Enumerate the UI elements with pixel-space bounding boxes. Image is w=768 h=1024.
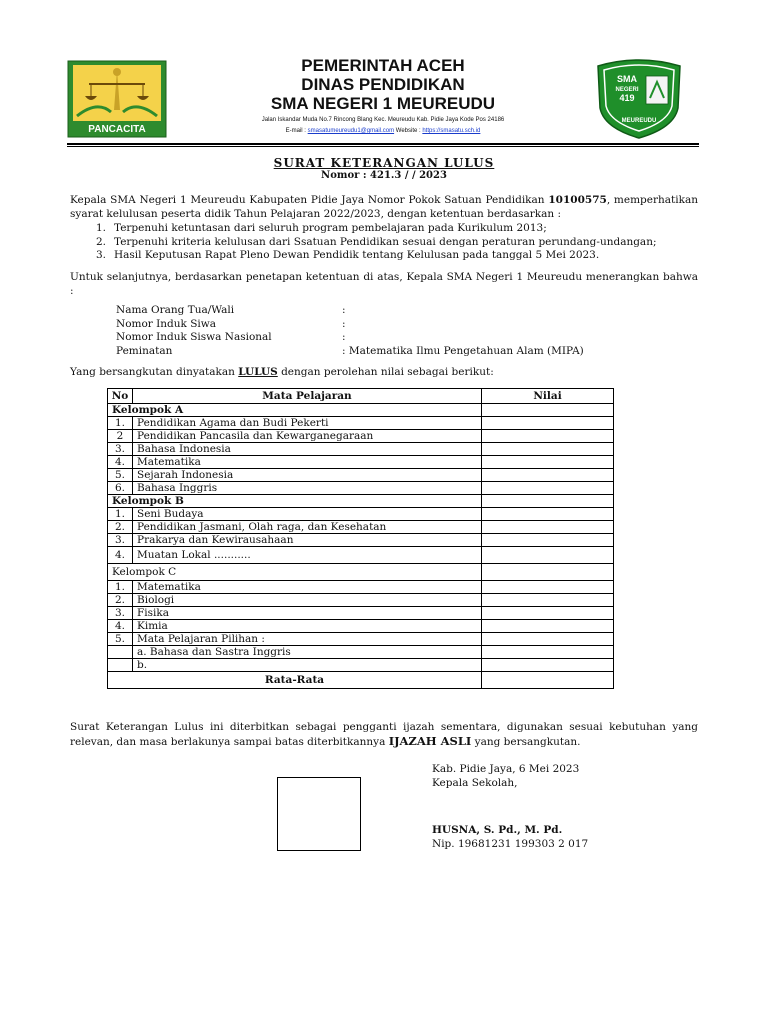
photo-box xyxy=(277,777,361,851)
letterhead-rule-thin xyxy=(67,146,699,147)
field-row: Nomor Induk Siwa : xyxy=(116,317,346,330)
header-grade: Nilai xyxy=(482,389,614,404)
table-row: 4. Kimia xyxy=(108,620,614,633)
table-row: 1. Pendidikan Agama dan Budi Pekerti xyxy=(108,417,614,430)
intro-text-b: , memperhatikan syarat kelulusan peserta didik Tahun Pelajaran 2022/2023, dengan ketentuan berdasarkan : xyxy=(70,194,698,220)
group-c-label: Kelompok C xyxy=(108,564,482,581)
average-label: Rata-Rata xyxy=(108,672,482,689)
statement-paragraph: Untuk selanjutnya, berdasarkan penetapan ketentuan di atas, Kepala SMA Negeri 1 Meureudu menerangkan bahwa : xyxy=(70,271,698,297)
criteria-item: 2. Terpenuhi kriteria kelulusan dari Ssatuan Pendidikan sesuai dengan peraturan perundang-undangan; xyxy=(96,235,657,248)
group-row xyxy=(108,495,614,508)
table-row: 2 Pendidikan Pancasila dan Kewarganegaraan xyxy=(108,430,614,443)
table-row: 5. Mata Pelajaran Pilihan : xyxy=(108,633,614,646)
npsn-value: 10100575 xyxy=(548,194,607,206)
logo-right-sma: SMA xyxy=(617,74,637,84)
table-row: 4. Matematika xyxy=(108,456,614,469)
logo-right-negeri: NEGERI xyxy=(615,87,639,93)
group-row xyxy=(108,564,614,581)
ijazah-asli: IJAZAH ASLI xyxy=(388,733,472,748)
table-row: 6. Bahasa Inggris xyxy=(108,482,614,495)
logo-left-text: PANCACITA xyxy=(88,124,146,135)
email-link[interactable]: smasatumeureudu1@gmail.com xyxy=(307,128,395,134)
signature-nip: Nip. 19681231 199303 2 017 xyxy=(432,838,589,850)
document-number: Nomor : 421.3 / / 2023 xyxy=(321,170,447,181)
student-fields xyxy=(116,304,584,358)
website-link[interactable]: https://smasatu.sch.id xyxy=(422,128,481,134)
average-row xyxy=(108,672,614,689)
email-label: E-mail : xyxy=(285,128,308,134)
table-row: 5. Sejarah Indonesia xyxy=(108,469,614,482)
header-subject: Mata Pelajaran xyxy=(133,389,482,404)
criteria-item: 3. Hasil Keputusan Rapat Pleno Dewan Pendidik tentang Kelulusan pada tanggal 5 Mei 2023. xyxy=(96,249,600,261)
letterhead-rule-thick xyxy=(67,143,699,145)
website-label: Website : xyxy=(394,128,423,134)
table-row: 3. Prakarya dan Kewirausahaan xyxy=(108,534,614,547)
grades-table xyxy=(107,388,614,689)
header-no: No xyxy=(108,389,133,404)
letterhead-contact xyxy=(170,127,596,135)
aceh-emblem-logo xyxy=(67,60,167,138)
lulus-word: LULUS xyxy=(238,366,278,378)
signature-name: HUSNA, S. Pd., M. Pd. xyxy=(432,824,563,836)
school-shield-logo xyxy=(594,58,684,140)
intro-text-a: Kepala SMA Negeri 1 Meureudu Kabupaten Pidie Jaya Nomor Pokok Satuan Pendidikan xyxy=(70,194,549,206)
document-title: SURAT KETERANGAN LULUS xyxy=(273,156,495,170)
field-row: Nomor Induk Siswa Nasional : xyxy=(116,331,346,343)
signature-role: Kepala Sekolah, xyxy=(432,777,518,789)
logo-right-place: MEUREUDU xyxy=(621,118,657,124)
letterhead-line1: PEMERINTAH ACEH xyxy=(301,56,465,75)
letterhead-address: Jalan Iskandar Muda No.7 Rincong Blang Kec. Meureudu Kab. Pidie Jaya Kode Pos 24186 xyxy=(261,117,505,123)
table-row: 3. Fisika xyxy=(108,607,614,620)
intro-paragraph xyxy=(70,194,698,221)
table-row: 2. Pendidikan Jasmani, Olah raga, dan Kesehatan xyxy=(108,521,614,534)
table-row: 4. Muatan Lokal ........... xyxy=(108,547,614,564)
group-b-label: Kelompok B xyxy=(108,495,482,508)
criteria-list xyxy=(96,222,696,263)
table-row: 2. Biologi xyxy=(108,594,614,607)
letterhead-line3: SMA NEGERI 1 MEUREUDU xyxy=(270,94,496,113)
table-header-row xyxy=(108,389,614,404)
table-row: 3. Bahasa Indonesia xyxy=(108,443,614,456)
logo-right-number: 419 xyxy=(619,93,635,103)
table-row: 1. Matematika xyxy=(108,581,614,594)
table-row: 1. Seni Budaya xyxy=(108,508,614,521)
field-row: Peminatan : Matematika Ilmu Pengetahuan Alam (MIPA) xyxy=(116,344,584,357)
letterhead xyxy=(170,56,596,135)
signature-place-date: Kab. Pidie Jaya, 6 Mei 2023 xyxy=(432,763,580,775)
table-row: b. xyxy=(108,659,614,672)
letterhead-line2: DINAS PENDIDIKAN xyxy=(301,75,465,94)
field-row: Nama Orang Tua/Wali : xyxy=(116,304,346,316)
closing-paragraph: Surat Keterangan Lulus ini diterbitkan sebagai pengganti ijazah sementara, digunakan sesuai kebutuhan yang relevan, dan masa berlakunya sampai batas diterbitkannya IJAZAH ASLI yang bersangkutan. xyxy=(70,721,698,748)
table-row: a. Bahasa dan Sastra Inggris xyxy=(108,646,614,659)
lulus-statement: Yang bersangkutan dinyatakan LULUS dengan perolehan nilai sebagai berikut: xyxy=(70,366,494,378)
criteria-item: 1. Terpenuhi ketuntasan dari seluruh program pembelajaran pada Kurikulum 2013; xyxy=(96,222,547,234)
group-a-label: Kelompok A xyxy=(108,404,482,417)
group-row xyxy=(108,404,614,417)
